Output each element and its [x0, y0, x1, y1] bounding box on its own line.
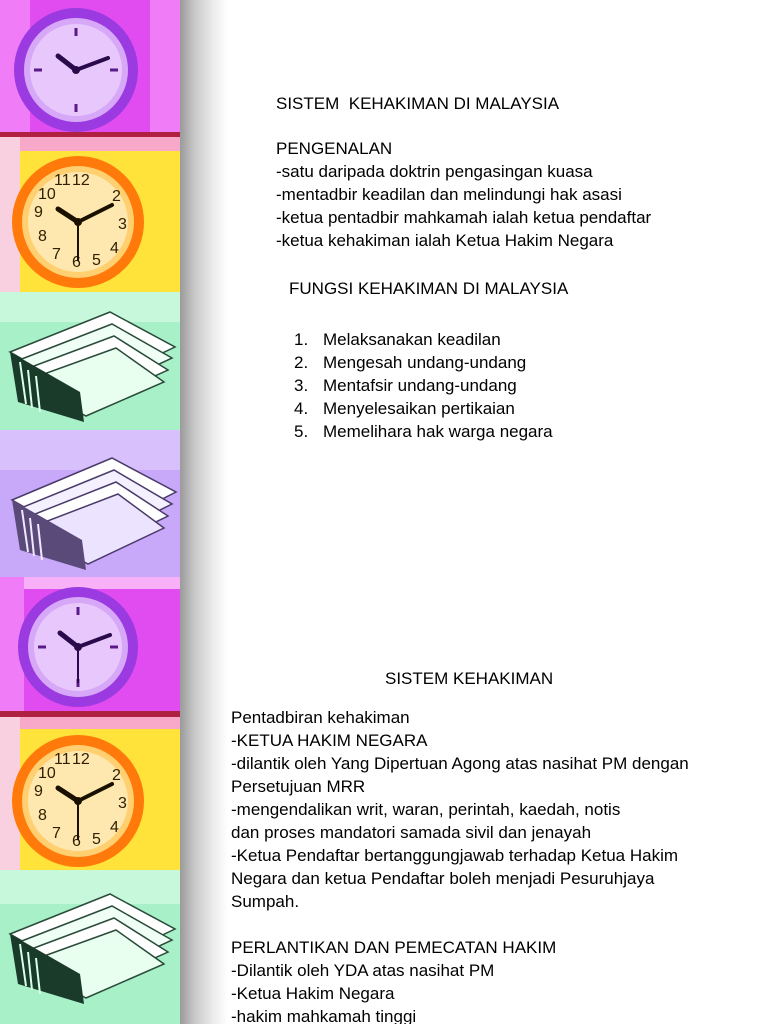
svg-text:9: 9 [34, 204, 43, 221]
svg-text:11: 11 [54, 751, 71, 768]
body-line: -dilantik oleh Yang Dipertuan Agong atas nasihat PM dengan [231, 754, 689, 773]
decorative-image-strip [0, 0, 180, 1024]
clock-icon [0, 137, 180, 292]
intro-heading: PENGENALAN [276, 139, 393, 158]
list-item [294, 397, 553, 420]
list-item [294, 420, 553, 443]
svg-text:12: 12 [72, 172, 90, 189]
svg-text:4: 4 [110, 819, 119, 836]
books-icon [0, 430, 180, 577]
svg-text:6: 6 [72, 254, 81, 271]
perlantikan-line: -hakim mahkamah tinggi [231, 1007, 417, 1024]
list-number: 2. [294, 353, 309, 372]
body-line: -Ketua Pendaftar bertanggungjawab terhadap Ketua Hakim [231, 846, 679, 865]
body-line: -mengendalikan writ, waran, perintah, kaedah, notis [231, 800, 621, 819]
list-text: Memelihara hak warga negara [323, 422, 553, 441]
intro-line: -satu daripada doktrin pengasingan kuasa [276, 162, 593, 181]
list-text: Menyelesaikan pertikaian [323, 399, 515, 418]
list-number: 4. [294, 399, 309, 418]
svg-text:8: 8 [38, 807, 47, 824]
svg-text:4: 4 [110, 240, 119, 257]
svg-text:10: 10 [38, 186, 56, 203]
svg-text:5: 5 [92, 252, 101, 269]
svg-text:3: 3 [118, 216, 127, 233]
list-item [294, 328, 553, 351]
body-line: -KETUA HAKIM NEGARA [231, 731, 428, 750]
books-icon [0, 870, 180, 1024]
books-tile [0, 430, 180, 577]
perlantikan-block [231, 936, 556, 1024]
clock-icon [0, 577, 180, 717]
books-icon [0, 292, 180, 430]
list-text: Mentafsir undang-undang [323, 376, 517, 395]
fungsi-list [294, 328, 553, 443]
list-number: 1. [294, 330, 309, 349]
perlantikan-line: -Ketua Hakim Negara [231, 984, 395, 1003]
body-line: Negara dan ketua Pendaftar boleh menjadi Pesuruhjaya [231, 869, 655, 888]
clock-tile [0, 577, 180, 717]
list-item [294, 351, 553, 374]
clock-tile [0, 717, 180, 870]
books-tile [0, 292, 180, 430]
svg-text:11: 11 [54, 172, 71, 189]
svg-text:7: 7 [52, 825, 61, 842]
body-line: dan proses mandatori samada sivil dan jenayah [231, 823, 592, 842]
svg-text:5: 5 [92, 831, 101, 848]
list-number: 3. [294, 376, 309, 395]
page-title: SISTEM KEHAKIMAN DI MALAYSIA [276, 94, 560, 113]
body-line: Persetujuan MRR [231, 777, 366, 796]
svg-text:10: 10 [38, 765, 56, 782]
list-number: 5. [294, 422, 309, 441]
clock-icon [0, 0, 180, 137]
pentadbiran-block [231, 706, 689, 913]
strip-shadow [180, 0, 228, 1024]
clock-icon [0, 717, 180, 870]
list-text: Melaksanakan keadilan [323, 330, 501, 349]
svg-text:2: 2 [112, 767, 121, 784]
intro-line: -ketua kehakiman ialah Ketua Hakim Negara [276, 231, 614, 250]
intro-block [276, 137, 651, 252]
svg-text:3: 3 [118, 795, 127, 812]
svg-text:8: 8 [38, 228, 47, 245]
list-text: Mengesah undang-undang [323, 353, 527, 372]
svg-text:2: 2 [112, 188, 121, 205]
svg-text:7: 7 [52, 246, 61, 263]
list-item [294, 374, 553, 397]
perlantikan-line: -Dilantik oleh YDA atas nasihat PM [231, 961, 495, 980]
svg-text:9: 9 [34, 783, 43, 800]
fungsi-heading: FUNGSI KEHAKIMAN DI MALAYSIA [289, 279, 569, 298]
intro-line: -mentadbir keadilan dan melindungi hak asasi [276, 185, 622, 204]
section-title: SISTEM KEHAKIMAN [385, 669, 554, 688]
books-tile [0, 870, 180, 1024]
clock-tile [0, 0, 180, 137]
perlantikan-heading: PERLANTIKAN DAN PEMECATAN HAKIM [231, 938, 557, 957]
svg-text:12: 12 [72, 751, 90, 768]
clock-tile [0, 137, 180, 292]
svg-text:6: 6 [72, 833, 81, 850]
body-line: Pentadbiran kehakiman [231, 708, 410, 727]
intro-line: -ketua pentadbir mahkamah ialah ketua pendaftar [276, 208, 652, 227]
body-line: Sumpah. [231, 892, 300, 911]
